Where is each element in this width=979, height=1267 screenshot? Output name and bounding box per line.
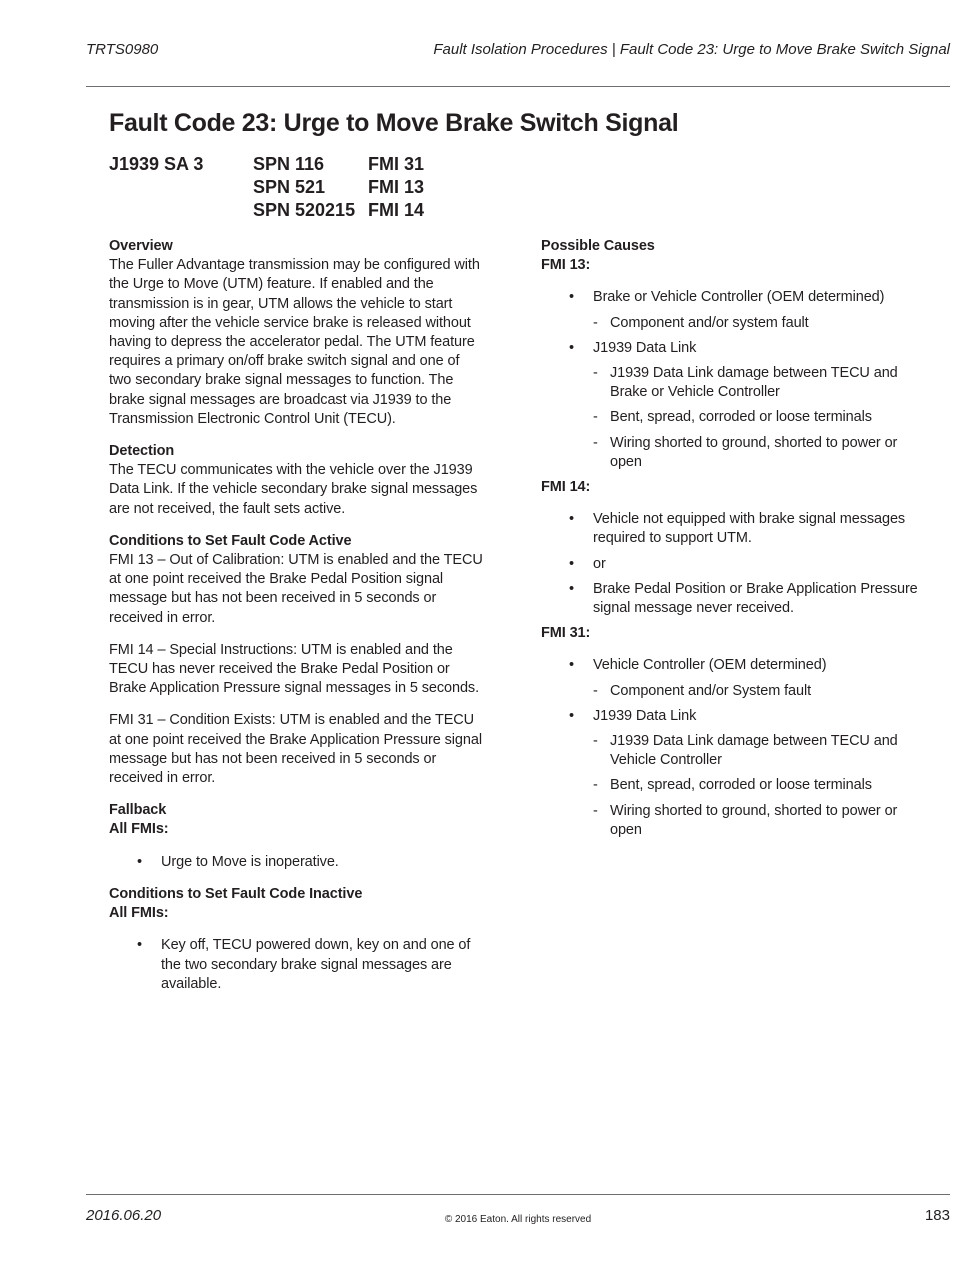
set-inactive-heading: Conditions to Set Fault Code Inactive bbox=[109, 885, 363, 902]
detection-heading: Detection bbox=[109, 443, 175, 460]
fmi-item: FMI 31 bbox=[368, 154, 425, 174]
copyright-notice: © 2016 Eaton. All rights reserved bbox=[444, 1214, 592, 1225]
list-item: • Brake or Vehicle Controller (OEM determined) bbox=[541, 288, 921, 307]
list-item: • Vehicle Controller (OEM determined) bbox=[541, 656, 921, 675]
sub-list-item: - J1939 Data Link damage between TECU and Brake or Vehicle Controller bbox=[541, 364, 921, 402]
page-footer bbox=[86, 1194, 950, 1235]
fmi31-causes bbox=[541, 656, 921, 840]
fmi31-label: FMI 31: bbox=[541, 625, 591, 642]
fmi-item: FMI 13 bbox=[368, 177, 425, 197]
spn-item: SPN 521 bbox=[253, 177, 326, 197]
set-active-heading: Conditions to Set Fault Code Active bbox=[109, 532, 352, 549]
detection-text: The TECU communicates with the vehicle over the J1939 Data Link. If the vehicle secondary brake signal messages are not received, the fault sets active. bbox=[109, 462, 478, 517]
fmi14-label: FMI 14: bbox=[541, 479, 591, 496]
sub-list-item: - Component and/or System fault bbox=[541, 682, 921, 701]
fallback-list bbox=[109, 853, 485, 872]
right-column bbox=[541, 237, 921, 846]
set-active-fmi14: FMI 14 – Special Instructions: UTM is enabled and the TECU has never received the Brake Pedal Position or Brake Application Pressure signal messages in 5 seconds. bbox=[109, 641, 479, 697]
spn-item: SPN 520215 bbox=[253, 200, 356, 220]
spn-item: SPN 116 bbox=[253, 154, 325, 174]
list-item: • J1939 Data Link bbox=[541, 707, 921, 726]
sub-list-item: - J1939 Data Link damage between TECU and Vehicle Controller bbox=[541, 732, 921, 770]
source-address: J1939 SA 3 bbox=[109, 154, 204, 174]
overview-heading: Overview bbox=[109, 238, 173, 254]
publication-date: 2016.06.20 bbox=[86, 1207, 162, 1224]
overview-text: The Fuller Advantage transmission may be configured with the Urge to Move (UTM) feature. If enabled and the transmission is in gear, UTM allows the vehicle to start moving after the vehicle service brake is released without having to depress the accelerator pedal. The UTM feature requires a primary on/off brake switch signal and one of two secondary brake signal messages to function. The brake signal messages are broadcast via J1939 to the Transmission Electronic Control Unit (TECU). bbox=[109, 257, 480, 427]
fallback-subheading: All FMIs: bbox=[109, 821, 169, 838]
sub-list-item: - Wiring shorted to ground, shorted to power or open bbox=[541, 434, 921, 472]
spn-list bbox=[253, 153, 355, 222]
list-item: • Key off, TECU powered down, key on and one of the two secondary brake signal messages are available. bbox=[109, 936, 485, 994]
left-column bbox=[109, 237, 485, 1000]
sub-list-item: - Wiring shorted to ground, shorted to power or open bbox=[541, 802, 921, 840]
page-title: Fault Code 23: Urge to Move Brake Switch Signal bbox=[109, 109, 679, 137]
set-active-fmi13: FMI 13 – Out of Calibration: UTM is enabled and the TECU at one point received the Brake Pedal Position signal message but has not been received in 5 seconds or received in error. bbox=[109, 552, 483, 626]
set-inactive-subheading: All FMIs: bbox=[109, 905, 169, 922]
fmi-list bbox=[368, 153, 424, 222]
fallback-heading: Fallback bbox=[109, 802, 167, 819]
page-header bbox=[86, 40, 950, 87]
fmi-item: FMI 14 bbox=[368, 200, 425, 220]
fmi13-label: FMI 13: bbox=[541, 257, 591, 274]
sub-list-item: - Bent, spread, corroded or loose terminals bbox=[541, 408, 921, 427]
list-item: • Vehicle not equipped with brake signal messages required to support UTM. bbox=[541, 510, 921, 548]
fmi13-causes bbox=[541, 288, 921, 472]
sub-list-item: - Component and/or system fault bbox=[541, 314, 921, 333]
page-number: 183 bbox=[924, 1207, 950, 1224]
section-title: Fault Isolation Procedures | Fault Code 23: Urge to Move Brake Switch Signal bbox=[433, 41, 950, 58]
sub-list-item: - Bent, spread, corroded or loose terminals bbox=[541, 776, 921, 795]
document-id: TRTS0980 bbox=[86, 41, 159, 58]
list-item: • or bbox=[541, 555, 921, 574]
set-inactive-list bbox=[109, 936, 485, 994]
list-item: • J1939 Data Link bbox=[541, 339, 921, 358]
fmi14-causes bbox=[541, 510, 921, 618]
list-item: • Brake Pedal Position or Brake Application Pressure signal message never received. bbox=[541, 580, 921, 618]
list-item: • Urge to Move is inoperative. bbox=[109, 853, 485, 872]
set-active-fmi31: FMI 31 – Condition Exists: UTM is enabled and the TECU at one point received the Brake Application Pressure signal message but has not been received in 5 seconds or received in error. bbox=[109, 712, 482, 787]
possible-causes-heading: Possible Causes bbox=[541, 238, 655, 254]
